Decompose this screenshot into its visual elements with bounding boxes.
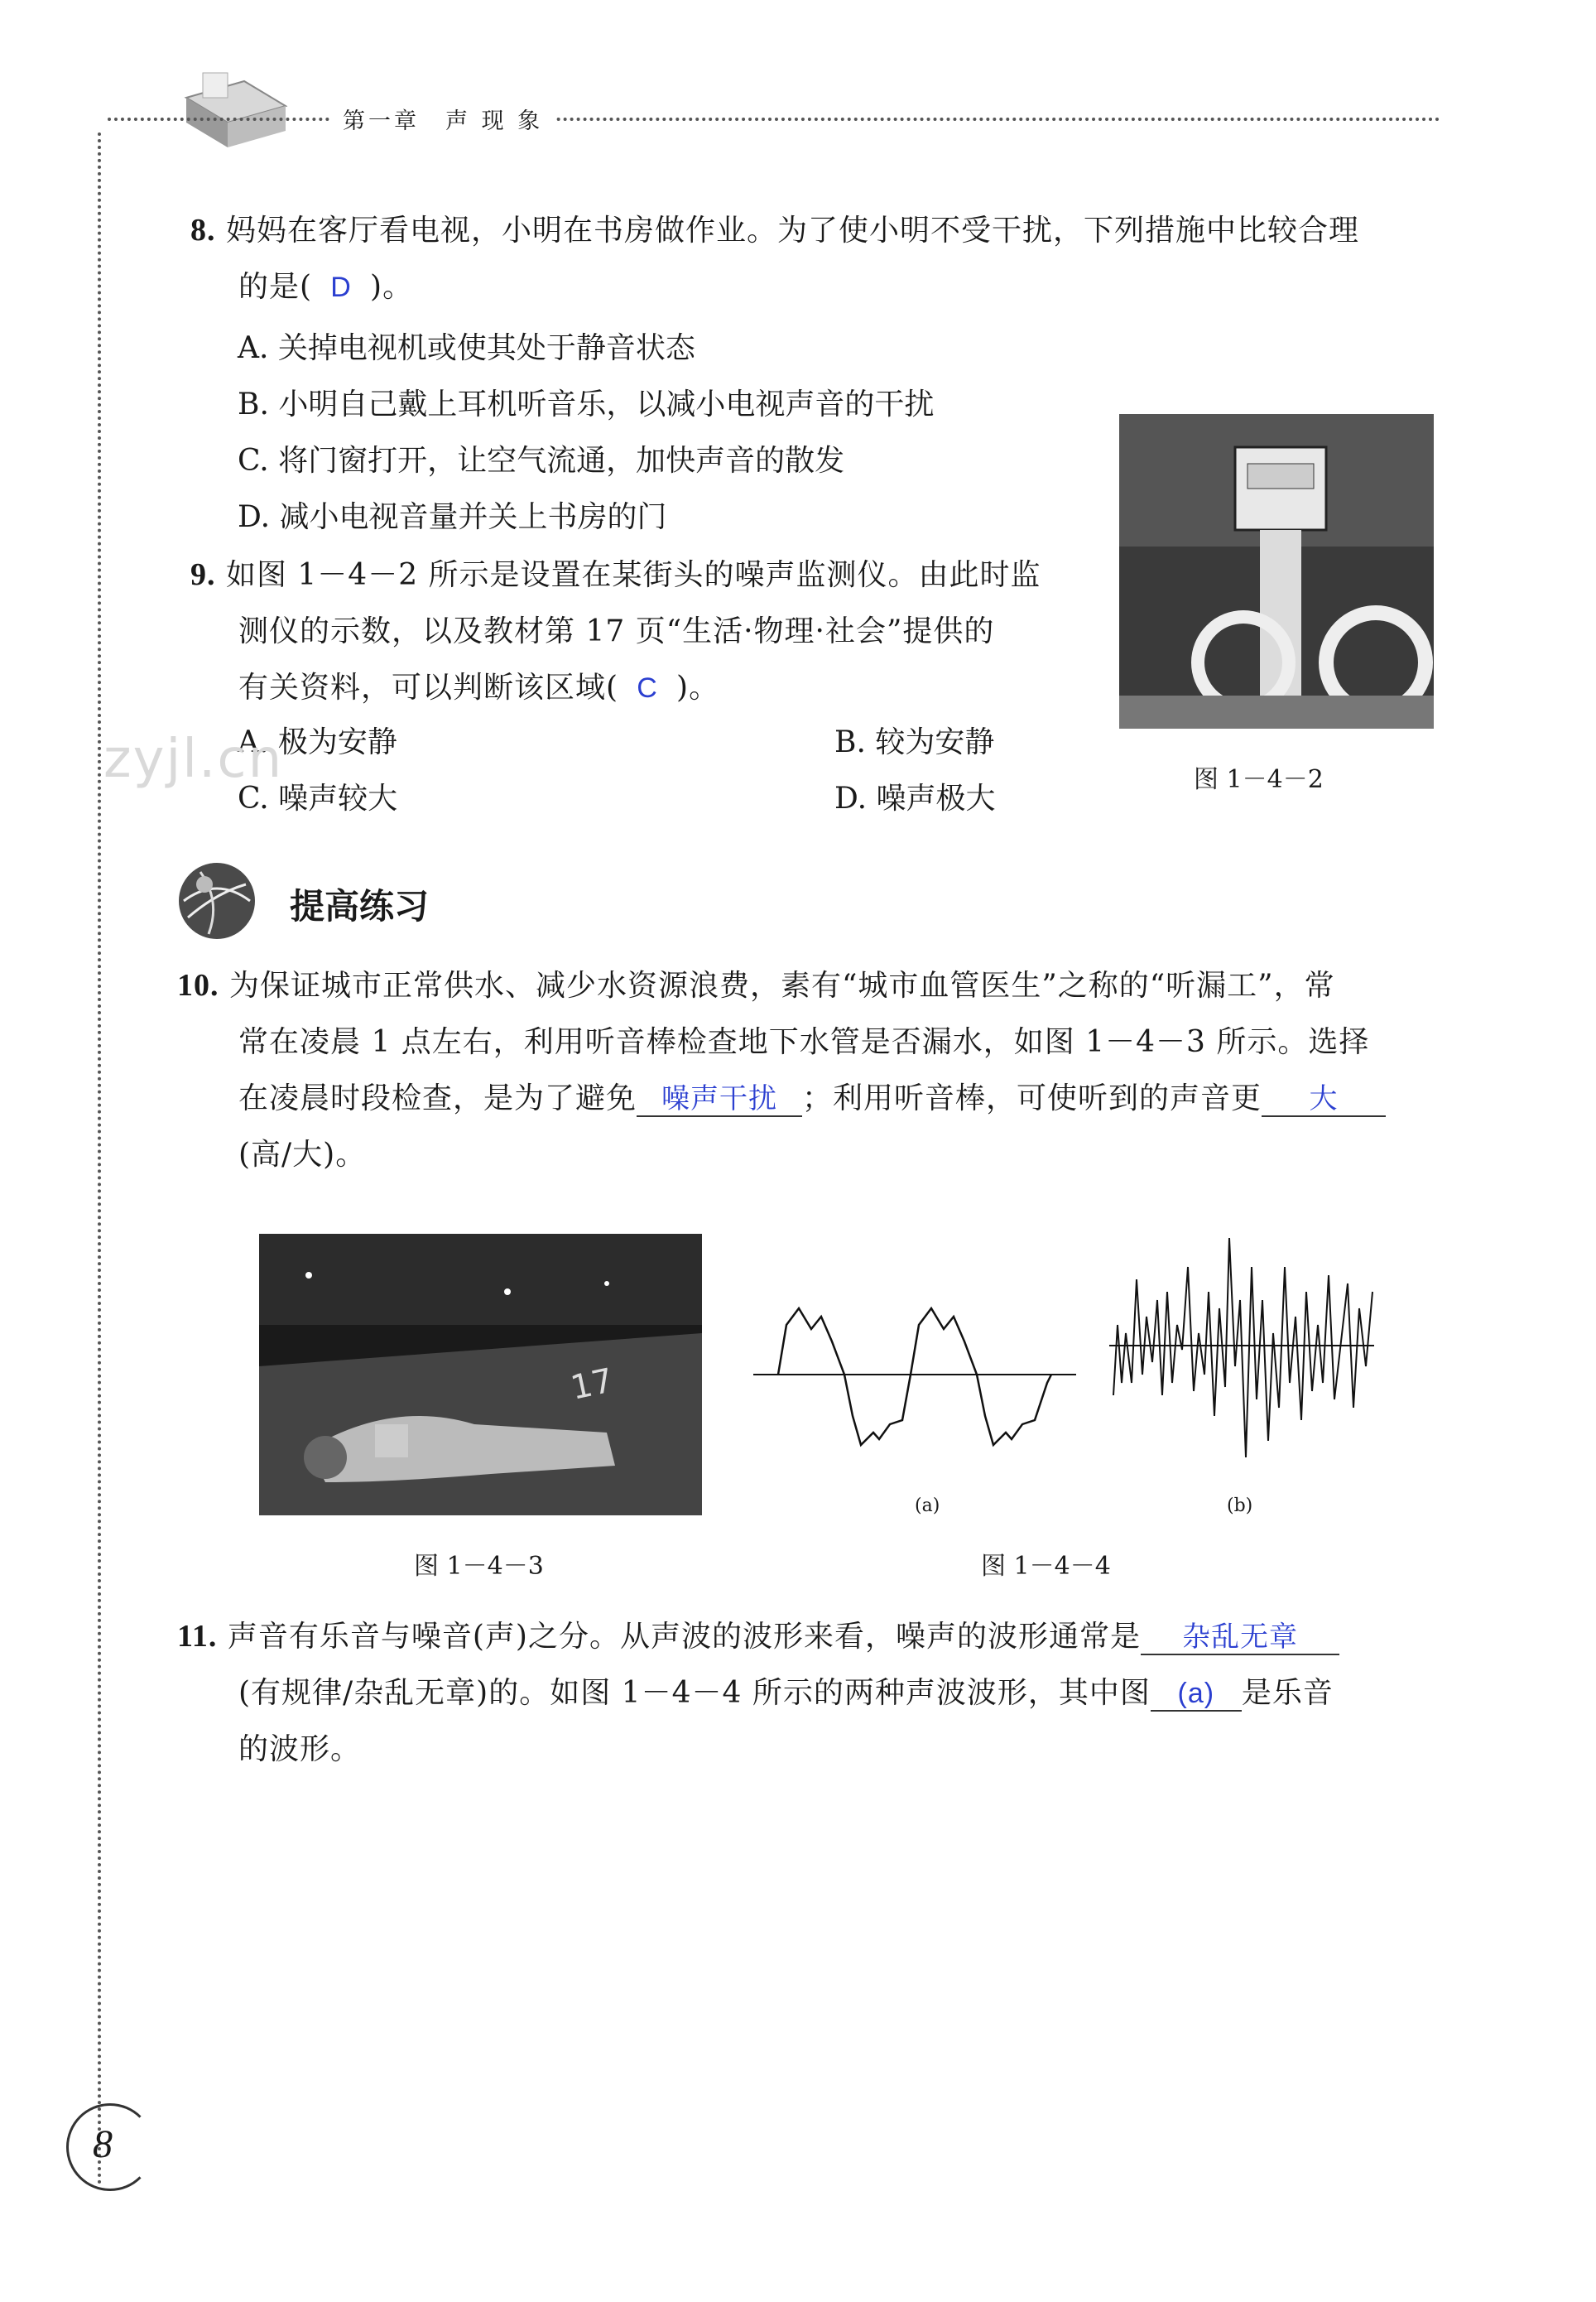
svg-text:17: 17 xyxy=(567,1361,617,1408)
q9-option-d: D. 噪声极大 xyxy=(834,782,996,816)
question-text: 为保证城市正常供水、减少水资源浪费，素有“城市血管医生”之称的“听漏工”，常 xyxy=(228,969,1335,1003)
question-8 xyxy=(190,202,1449,315)
question-number: 9. xyxy=(190,557,216,592)
answer-blank: 杂乱无章 xyxy=(1141,1621,1339,1655)
question-text: (高/大)。 xyxy=(238,1138,367,1172)
q8-option-a: A. 关掉电视机或使其处于静音状态 xyxy=(238,331,695,365)
figure-caption: 图 1－4－3 xyxy=(414,1552,544,1581)
question-text: 是乐音 xyxy=(1241,1676,1334,1710)
question-9 xyxy=(190,547,1118,716)
noise-monitor-photo xyxy=(1119,414,1434,729)
answer-choice: C xyxy=(637,672,658,704)
question-11 xyxy=(177,1608,1452,1778)
question-number: 10. xyxy=(177,968,219,1003)
q8-option-b: B. 小明自己戴上耳机听音乐，以减小电视声音的干扰 xyxy=(238,388,935,421)
q9-option-c: C. 噪声较大 xyxy=(238,782,398,816)
question-text: )。 xyxy=(370,270,414,304)
q8-option-c: C. 将门窗打开，让空气流通，加快声音的散发 xyxy=(238,444,845,478)
page-number: 8 xyxy=(93,2122,113,2166)
waveform-b-label: (b) xyxy=(1227,1495,1253,1516)
question-text: ；利用听音棒，可使听到的声音更 xyxy=(802,1081,1262,1115)
question-text: 常在凌晨 1 点左右，利用听音棒检查地下水管是否漏水，如图 1－4－3 所示。选择 xyxy=(238,1025,1370,1059)
question-text: 测仪的示数，以及教材第 17 页“生活·物理·社会”提供的 xyxy=(238,614,995,648)
left-margin-rule xyxy=(98,132,101,2186)
answer-choice: D xyxy=(330,272,352,303)
q8-option-d: D. 减小电视音量并关上书房的门 xyxy=(238,500,667,534)
pipe-listener-photo xyxy=(259,1234,702,1515)
question-text: 的波形。 xyxy=(238,1732,362,1766)
header-logo xyxy=(170,65,294,156)
figure-caption: 图 1－4－2 xyxy=(1194,765,1324,794)
section-globe-icon xyxy=(175,860,258,942)
question-text: 如图 1－4－2 所示是设置在某街头的噪声监测仪。由此时监 xyxy=(225,558,1041,592)
question-10 xyxy=(177,957,1452,1183)
answer-blank: 噪声干扰 xyxy=(637,1082,802,1117)
section-title: 提高练习 xyxy=(290,886,430,927)
question-number: 11. xyxy=(177,1619,218,1654)
question-text: 在凌晨时段检查，是为了避免 xyxy=(238,1081,637,1115)
header-rule xyxy=(108,118,1440,121)
question-text: 有关资料，可以判断该区域( xyxy=(238,671,619,705)
waveform-a xyxy=(753,1292,1084,1474)
answer-blank: (a) xyxy=(1151,1677,1242,1712)
figure-caption: 图 1－4－4 xyxy=(981,1552,1111,1581)
chapter-title: 第一章 声 现 象 xyxy=(329,103,556,135)
answer-blank: 大 xyxy=(1262,1082,1386,1117)
question-text: (有规律/杂乱无章)的。如图 1－4－4 所示的两种声波波形，其中图 xyxy=(238,1676,1151,1710)
q9-option-b: B. 较为安静 xyxy=(834,725,995,759)
question-text: 妈妈在客厅看电视，小明在书房做作业。为了使小明不受干扰，下列措施中比较合理 xyxy=(225,214,1359,248)
watermark: zyjl.cn xyxy=(103,729,284,790)
waveform-a-label: (a) xyxy=(915,1495,940,1516)
question-text: 声音有乐音与噪音(声)之分。从声波的波形来看，噪声的波形通常是 xyxy=(227,1620,1141,1654)
question-number: 8. xyxy=(190,213,216,248)
question-text: 的是( xyxy=(238,270,313,304)
question-text: )。 xyxy=(676,671,720,705)
q9-option-a: A. 极为安静 xyxy=(238,725,397,759)
waveform-b xyxy=(1109,1217,1382,1491)
